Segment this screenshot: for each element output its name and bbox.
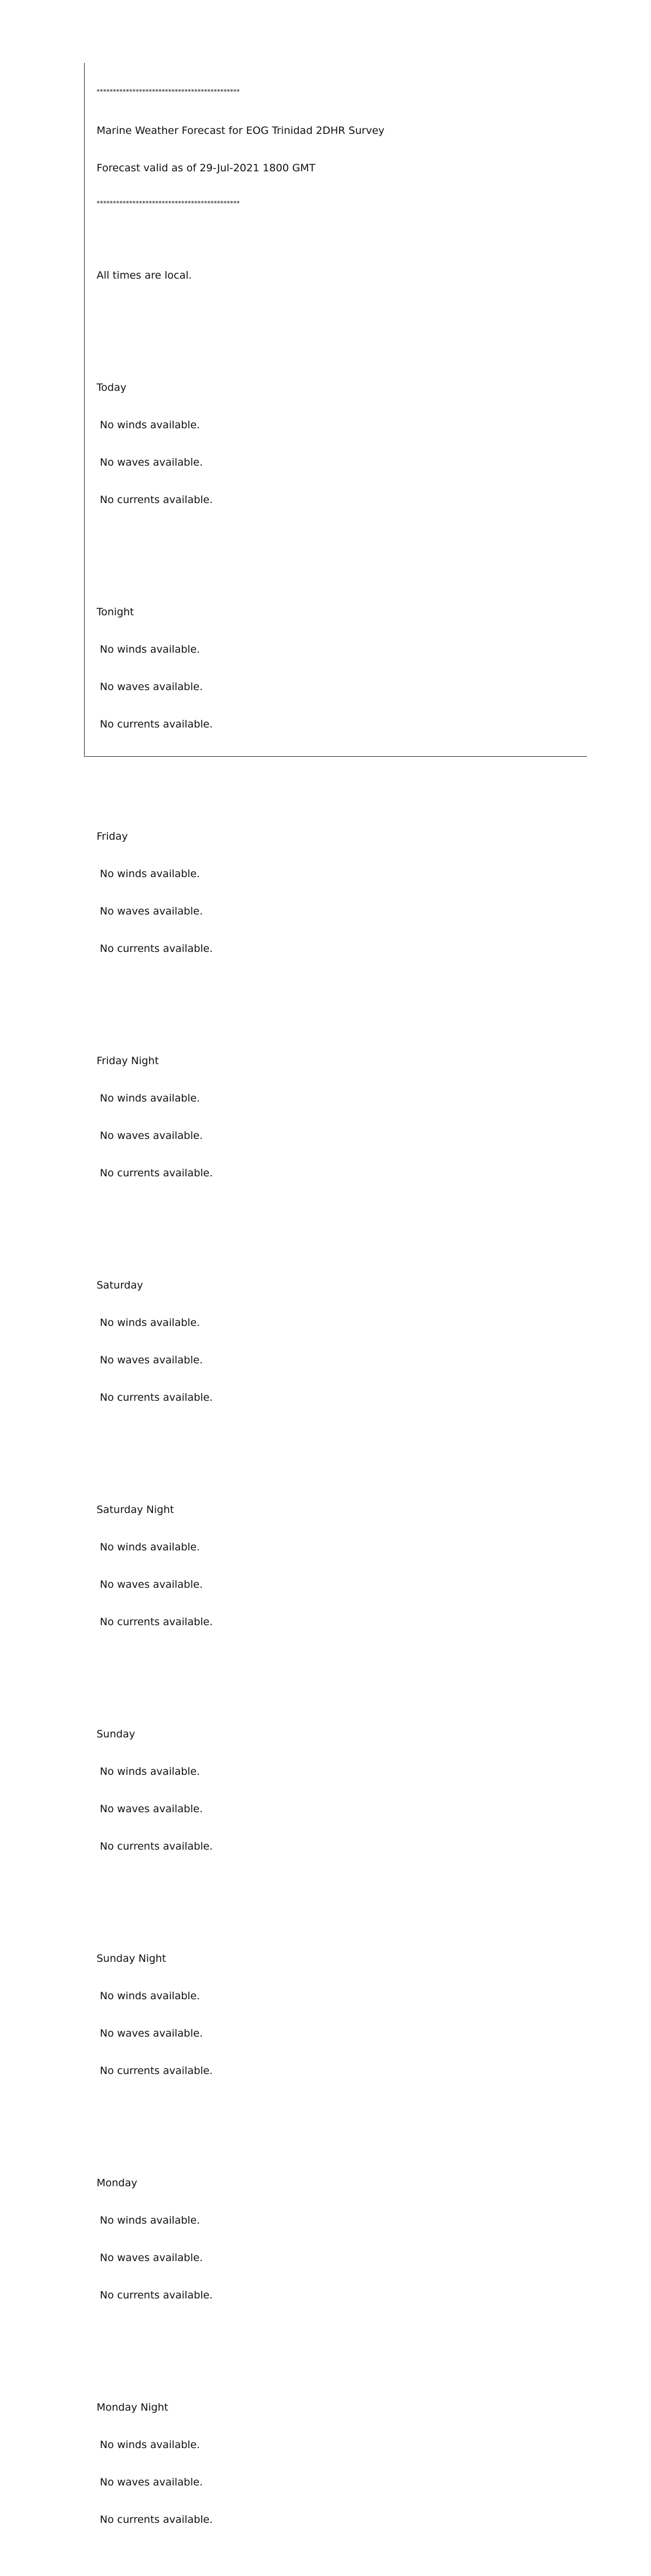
winds-line: No winds available.: [100, 1092, 200, 1104]
forecast-period-monday-night: [97, 2377, 585, 2551]
period-heading: Friday Night: [97, 1055, 159, 1067]
forecast-period-monday: [97, 2152, 585, 2327]
waves-line: No waves available.: [100, 905, 203, 917]
forecast-period-friday: [97, 806, 585, 980]
waves-line: No waves available.: [100, 2252, 203, 2264]
forecast-period-sunday: [97, 1703, 585, 1878]
winds-line: No winds available.: [100, 2439, 200, 2451]
forecast-period-tonight: [97, 581, 585, 756]
waves-line: No waves available.: [100, 2027, 203, 2039]
waves-line: No waves available.: [100, 681, 203, 693]
waves-line: No waves available.: [100, 2476, 203, 2488]
period-heading: Friday: [97, 830, 128, 842]
period-heading: Today: [97, 382, 126, 394]
page-frame-left-border: [84, 63, 85, 757]
winds-line: No winds available.: [100, 1541, 200, 1553]
period-heading: Sunday: [97, 1728, 136, 1740]
currents-line: No currents available.: [100, 718, 213, 730]
winds-line: No winds available.: [100, 643, 200, 655]
winds-line: No winds available.: [100, 419, 200, 431]
period-heading: Sunday Night: [97, 1953, 167, 1965]
winds-line: No winds available.: [100, 1766, 200, 1778]
currents-line: No currents available.: [100, 1840, 213, 1852]
forecast-period-saturday-night: [97, 1479, 585, 1653]
forecast-period-today: [97, 357, 585, 531]
forecast-document: [97, 63, 585, 2576]
waves-line: No waves available.: [100, 1579, 203, 1590]
winds-line: No winds available.: [100, 1990, 200, 2002]
winds-line: No winds available.: [100, 868, 200, 880]
waves-line: No waves available.: [100, 1803, 203, 1815]
header-stars-bottom: ********************************************: [97, 199, 240, 207]
forecast-valid-time: Forecast valid as of 29-Jul-2021 1800 GMT: [97, 162, 316, 174]
currents-line: No currents available.: [100, 1392, 213, 1403]
winds-line: No winds available.: [100, 2214, 200, 2226]
currents-line: No currents available.: [100, 943, 213, 955]
currents-line: No currents available.: [100, 2065, 213, 2077]
period-heading: Monday Night: [97, 2401, 169, 2413]
period-heading: Saturday Night: [97, 1504, 174, 1516]
currents-line: No currents available.: [100, 1616, 213, 1628]
waves-line: No waves available.: [100, 1130, 203, 1142]
forecast-period-saturday: [97, 1254, 585, 1429]
waves-line: No waves available.: [100, 456, 203, 468]
forecast-period-friday-night: [97, 1030, 585, 1205]
currents-line: No currents available.: [100, 2514, 213, 2526]
currents-line: No currents available.: [100, 494, 213, 506]
winds-line: No winds available.: [100, 1317, 200, 1329]
waves-line: No waves available.: [100, 1354, 203, 1366]
forecast-period-sunday-night: [97, 1928, 585, 2102]
times-note: All times are local.: [97, 269, 192, 281]
period-heading: Saturday: [97, 1279, 143, 1291]
currents-line: No currents available.: [100, 2289, 213, 2301]
spacer: [97, 307, 585, 319]
header-stars-top: ********************************************: [97, 88, 240, 95]
period-heading: Monday: [97, 2177, 138, 2189]
period-heading: Tonight: [97, 606, 134, 618]
currents-line: No currents available.: [100, 1167, 213, 1179]
spacer: [97, 232, 585, 244]
document-title: Marine Weather Forecast for EOG Trinidad 2DHR Survey: [97, 125, 385, 137]
